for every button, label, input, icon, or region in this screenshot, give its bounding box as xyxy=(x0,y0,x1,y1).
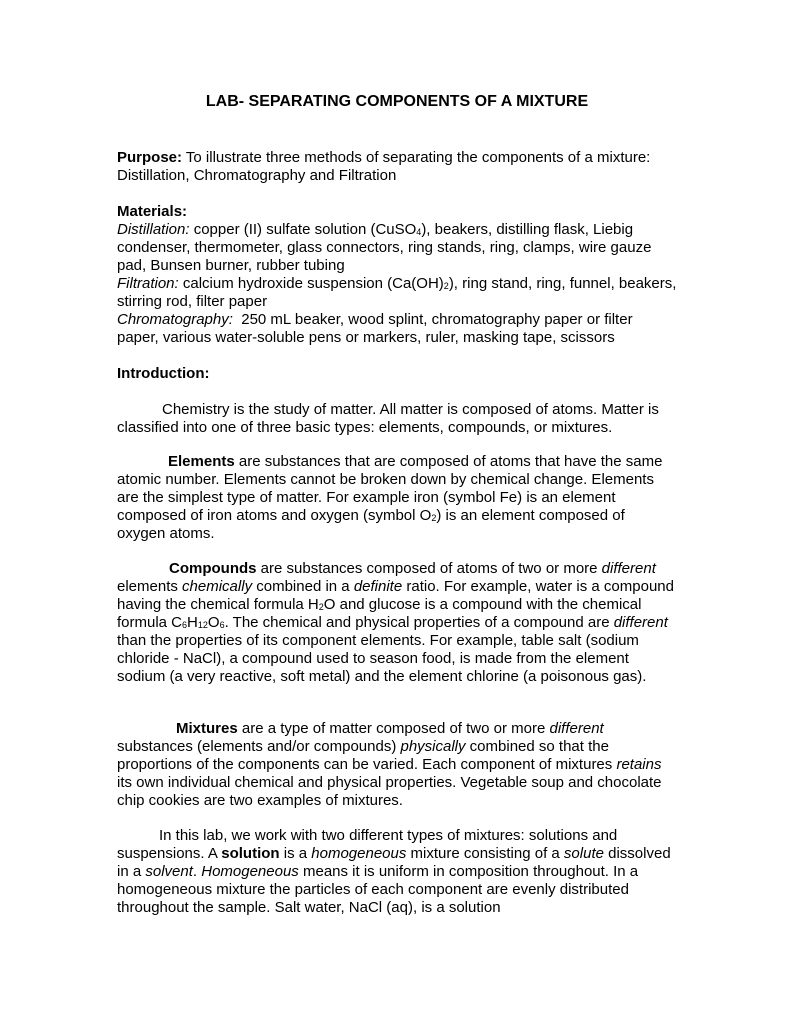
materials-label: Materials: xyxy=(117,203,188,220)
materials-distillation: Distillation: copper (II) sulfate solution (CuSO$_4$), beakers, distilling flask, Liebig condenser, thermometer, glass connectors, ring stands, ring, clamps, wire gauze pad, Bunsen burner, rubber tubing xyxy=(117,221,652,274)
compounds-term: Compounds xyxy=(169,560,257,577)
introduction-label: Introduction: xyxy=(117,365,210,382)
intro-paragraph: Chemistry is the study of matter. All matter is composed of atoms. Matter is classified into one of three basic types: elements, compounds, or mixtures. xyxy=(117,401,659,436)
mixtures-paragraph: Mixtures are a type of matter composed of two or more different substances (elements and/or compounds) physically combined so that the proportions of the components can be varied. Each component of mixtures retains its own individual chemical and physical properties. Vegetable soup and chocolate chip cookies are two examples of mixtures. xyxy=(117,720,662,809)
mixtures-term: Mixtures xyxy=(176,720,238,737)
materials-chromatography: Chromatography: 250 mL beaker, wood splint, chromatography paper or filter paper, various water-soluble pens or markers, ruler, masking tape, scissors xyxy=(117,311,637,346)
purpose-paragraph xyxy=(117,149,677,185)
compounds-paragraph: Compounds are substances composed of atoms of two or more different elements chemically combined in a definite ratio. For example, water is a compound having the chemical formula $H_2O$ and glucose is a compound with the chemical formula $C_6H_{12}O_6$. The chemical and physical properties of a compound are different than the properties of its component elements. For example, table salt (sodium chloride - NaCl), a compound used to season food, is made from the element sodium (a very reactive, soft metal) and the element chlorine (a poisonous gas). xyxy=(117,560,674,685)
purpose-text: To illustrate three methods of separating the components of a mixture: Distillation, Chromatography and Filtration xyxy=(117,149,651,184)
lab-paragraph: In this lab, we work with two different types of mixtures: solutions and suspensions. A solution is a homogeneous mixture consisting of a solute dissolved in a solvent. Homogeneous means it is uniform in composition throughout. In a homogeneous mixture the particles of each component are evenly distributed throughout the sample. Salt water, NaCl (aq), is a solution xyxy=(117,827,671,916)
materials-filtration: Filtration: calcium hydroxide suspension $(Ca(OH)_2)$, ring stand, ring, funnel, beakers, stirring rod, filter paper xyxy=(117,275,677,310)
page-title: LAB- SEPARATING COMPONENTS OF A MIXTURE xyxy=(205,93,589,110)
elements-term: Elements xyxy=(168,453,235,470)
elements-paragraph: Elements are substances that are composed of atoms that have the same atomic number. Elements cannot be broken down by chemical change. Elements are the simplest type of matter. For example iron (symbol Fe) is an element composed of iron atoms and oxygen (symbol $O_2$) is an element composed of oxygen atoms. xyxy=(117,453,663,542)
purpose-label: Purpose: xyxy=(117,149,183,166)
materials-section xyxy=(117,203,677,347)
